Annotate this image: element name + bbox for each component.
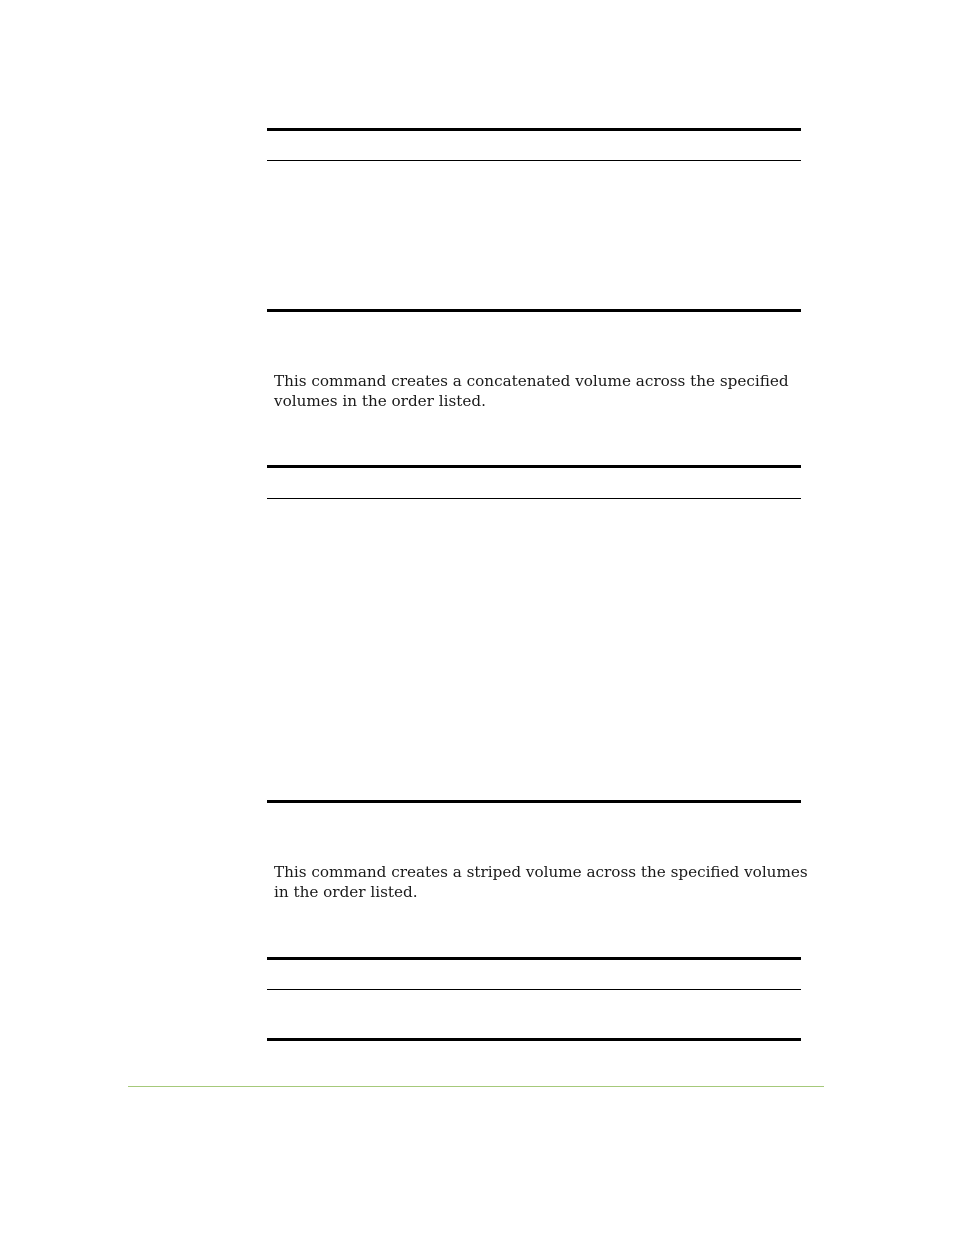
concat-description: This command creates a concatenated volume across the specified volumes in the order listed.	[274, 372, 789, 410]
table2-top-rule	[267, 465, 801, 468]
table3-top-rule	[267, 957, 801, 960]
stripe-description: This command creates a striped volume across the specified volumes in the order listed.	[274, 863, 808, 901]
table2-bottom-rule	[267, 800, 801, 803]
table3-bottom-rule	[267, 1038, 801, 1041]
table1-header-rule	[267, 160, 801, 161]
table1-bottom-rule	[267, 309, 801, 312]
table2-header-rule	[267, 498, 801, 499]
table1-top-rule	[267, 128, 801, 131]
footer-rule	[128, 1086, 824, 1087]
table3-header-rule	[267, 989, 801, 990]
